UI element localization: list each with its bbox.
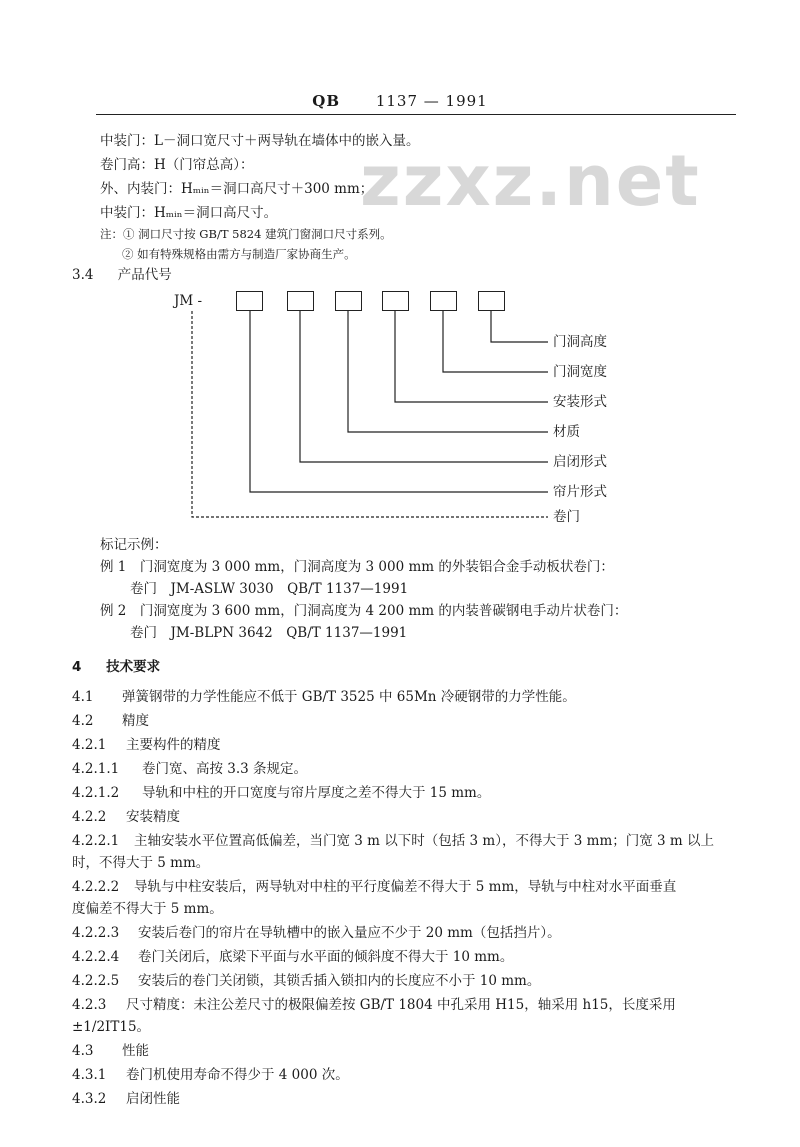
- clause: [72, 1066, 349, 1084]
- text-line: 中装门：L－洞口宽尺寸＋两导轨在墙体中的嵌入量。: [100, 133, 420, 149]
- clause-number: 4.2: [72, 713, 94, 729]
- standard-number: 1137 — 1991: [375, 92, 488, 110]
- clause: [72, 712, 149, 730]
- clause-continuation: 度偏差不得大于 5 mm。: [72, 901, 223, 917]
- clause: [72, 760, 307, 778]
- clause-number: 4.2.3: [72, 997, 107, 1013]
- note-line: ② 如有特殊规格由需方与制造厂家协商生产。: [122, 247, 356, 261]
- clause-number: 4.3: [72, 1043, 94, 1059]
- clause-number: 4.3.1: [72, 1067, 107, 1083]
- clause: [72, 948, 513, 966]
- clause: [72, 878, 676, 896]
- section-title: 技术要求: [106, 659, 161, 675]
- clause-number: 4.2.2.3: [72, 925, 120, 941]
- clause-text: 主轴安装水平位置高低偏差，当门宽 3 m 以下时（包括 3 m），不得大于 3 mm；门宽 3 m 以上: [134, 833, 715, 849]
- clause-text: 卷门宽、高按 3.3 条规定。: [142, 761, 308, 777]
- code-prefix: JM -: [174, 293, 203, 309]
- code-diagram-leaders: [0, 0, 800, 560]
- examples-heading: 标记示例：: [100, 537, 168, 553]
- clause: [72, 924, 561, 942]
- clause: [72, 736, 221, 754]
- clause-continuation: ±1/2IT15。: [72, 1019, 151, 1035]
- clause: [72, 972, 540, 990]
- section-title: 产品代号: [117, 267, 172, 283]
- text-line: 外、内装门：Hₘᵢₙ＝洞口高尺寸＋300 mm；: [100, 181, 374, 197]
- clause-text: 卷门机使用寿命不得少于 4 000 次。: [126, 1067, 349, 1083]
- section-number: 3.4: [72, 267, 94, 283]
- clause-text: 启闭性能: [126, 1091, 180, 1107]
- clause-number: 4.2.2.4: [72, 949, 120, 965]
- leader-line: [491, 311, 548, 342]
- leader-line: [300, 311, 548, 462]
- section-number: 4: [72, 659, 82, 675]
- clause: [72, 808, 180, 826]
- clause-text: 主要构件的精度: [126, 737, 221, 753]
- diagram-label: 帘片形式: [553, 484, 607, 500]
- clause-number: 4.2.2: [72, 809, 107, 825]
- example-code: 卷门 JM-BLPN 3642 QB/T 1137—1991: [130, 625, 408, 641]
- clause: [72, 1090, 180, 1108]
- note-line: 注：① 洞口尺寸按 GB/T 5824 建筑门窗洞口尺寸系列。: [100, 227, 392, 241]
- clause: [72, 996, 676, 1014]
- leader-line: [395, 311, 548, 402]
- clause-text: 尺寸精度：未注公差尺寸的极限偏差按 GB/T 1804 中孔采用 H15，轴采用 h15，长度采用: [126, 997, 676, 1013]
- clause-text: 卷门关闭后，底梁下平面与水平面的倾斜度不得大于 10 mm。: [138, 949, 514, 965]
- example-text: 例 2 门洞宽度为 3 600 mm，门洞高度为 4 200 mm 的内装普碳钢电手动片状卷门：: [100, 603, 628, 619]
- clause-continuation: 时，不得大于 5 mm。: [72, 855, 210, 871]
- section-heading: [72, 658, 160, 676]
- clause-number: 4.2.1.1: [72, 761, 120, 777]
- clause-text: 导轨和中柱的开口宽度与帘片厚度之差不得大于 15 mm。: [142, 785, 491, 801]
- standard-code: QB: [312, 92, 341, 110]
- diagram-label: 门洞高度: [553, 334, 607, 350]
- watermark: zzxz.net: [360, 140, 701, 222]
- example-code: 卷门 JM-ASLW 3030 QB/T 1137—1991: [130, 581, 409, 597]
- clause-text: 性能: [122, 1043, 149, 1059]
- clause-text: 导轨与中柱安装后，两导轨对中柱的平行度偏差不得大于 5 mm，导轨与中柱对水平面垂直: [134, 879, 677, 895]
- text-line: 卷门高：H（门帘总高）：: [100, 157, 254, 173]
- clause-number: 4.2.2.5: [72, 973, 120, 989]
- clause-number: 4.2.1.2: [72, 785, 120, 801]
- clause-text: 弹簧钢带的力学性能应不低于 GB/T 3525 中 65Mn 冷硬钢带的力学性能。: [122, 689, 576, 705]
- clause: [72, 1042, 149, 1060]
- diagram-label: 卷门: [553, 509, 580, 525]
- clause-number: 4.2.1: [72, 737, 107, 753]
- clause-number: 4.1: [72, 689, 94, 705]
- clause-text: 精度: [122, 713, 149, 729]
- clause-number: 4.3.2: [72, 1091, 107, 1107]
- clause: [72, 784, 490, 802]
- clause-text: 安装后卷门的帘片在导轨槽中的嵌入量应不少于 20 mm（包括挡片）。: [138, 925, 561, 941]
- diagram-label: 材质: [553, 424, 580, 440]
- clause: [72, 688, 576, 706]
- diagram-label: 安装形式: [553, 394, 607, 410]
- clause-text: 安装后的卷门关闭锁，其锁舌插入锁扣内的长度应不小于 10 mm。: [138, 973, 541, 989]
- clause: [72, 832, 714, 850]
- clause-number: 4.2.2.1: [72, 833, 120, 849]
- clause-text: 安装精度: [126, 809, 180, 825]
- example-text: 例 1 门洞宽度为 3 000 mm，门洞高度为 3 000 mm 的外装铝合金手动板状卷门：: [100, 559, 614, 575]
- diagram-label: 门洞宽度: [553, 364, 607, 380]
- text-line: 中装门：Hₘᵢₙ＝洞口高尺寸。: [100, 205, 278, 221]
- clause-number: 4.2.2.2: [72, 879, 120, 895]
- diagram-label: 启闭形式: [553, 454, 607, 470]
